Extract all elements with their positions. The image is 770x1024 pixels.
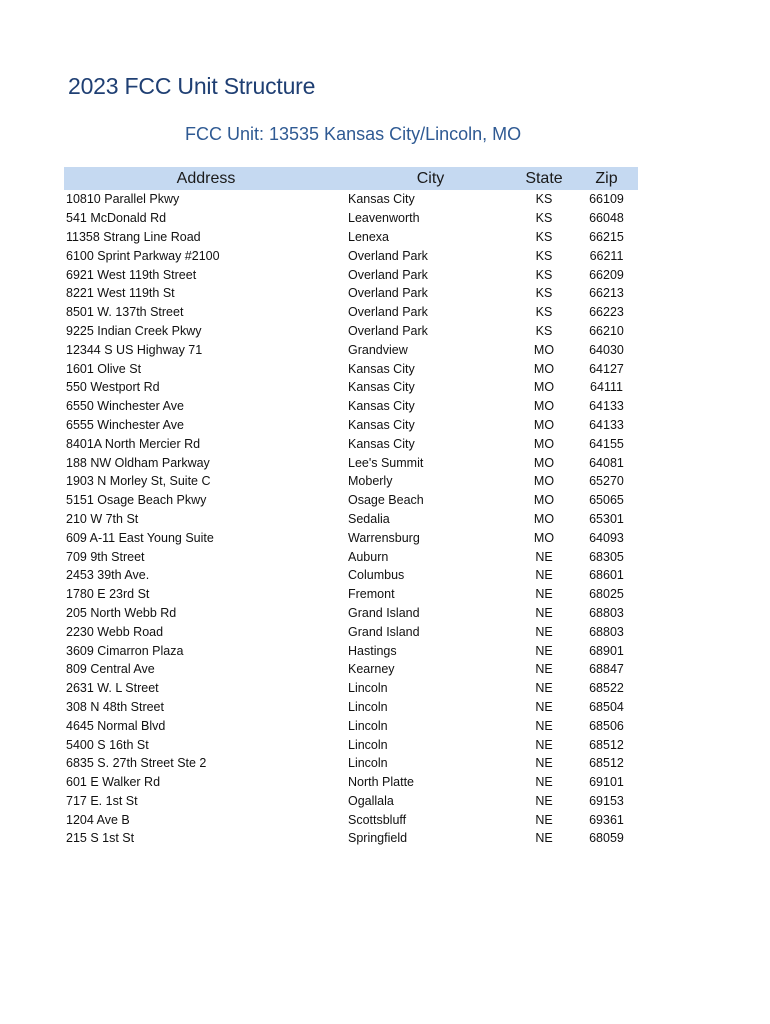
cell-state: KS: [535, 286, 553, 301]
cell-city: Overland Park: [348, 305, 428, 320]
cell-state: KS: [535, 323, 553, 338]
cell-state: NE: [535, 699, 553, 714]
cell-address: 8401A North Mercier Rd: [66, 436, 201, 451]
cell-address: 550 Westport Rd: [66, 380, 160, 395]
cell-address: 12344 S US Highway 71: [66, 342, 203, 357]
table-row: [64, 209, 638, 228]
cell-city: Lincoln: [348, 699, 388, 714]
cell-city: Hastings: [348, 643, 397, 658]
table-row: [64, 604, 638, 623]
cell-address: 1601 Olive St: [66, 361, 142, 376]
table-row: [64, 322, 638, 341]
cell-zip: 64127: [589, 361, 624, 376]
table-row: [64, 566, 638, 585]
cell-city: Osage Beach: [348, 493, 424, 508]
cell-state: MO: [533, 493, 555, 508]
cell-state: MO: [533, 436, 555, 451]
cell-state: NE: [535, 737, 553, 752]
cell-address: 2631 W. L Street: [66, 681, 159, 696]
cell-city: Sedalia: [348, 511, 390, 526]
table-body: [64, 190, 638, 848]
cell-address: 717 E. 1st St: [66, 793, 138, 808]
cell-city: Springfield: [348, 831, 408, 846]
table-header: [64, 167, 638, 190]
cell-address: 5400 S 16th St: [66, 737, 149, 752]
cell-city: Grandview: [348, 342, 408, 357]
cell-city: Kansas City: [348, 192, 415, 207]
table-row: [64, 735, 638, 754]
cell-address: 9225 Indian Creek Pkwy: [66, 323, 202, 338]
cell-city: Columbus: [348, 568, 405, 583]
cell-zip: 68059: [589, 831, 624, 846]
cell-zip: 66213: [589, 286, 624, 301]
table-row: [64, 679, 638, 698]
table-row: [64, 622, 638, 641]
table-row: [64, 228, 638, 247]
cell-address: 6555 Winchester Ave: [66, 417, 184, 432]
cell-address: 205 North Webb Rd: [66, 605, 177, 620]
table-row: [64, 510, 638, 529]
cell-city: Scottsbluff: [348, 812, 407, 827]
cell-zip: 64133: [589, 417, 624, 432]
cell-state: NE: [535, 812, 553, 827]
cell-state: NE: [535, 793, 553, 808]
cell-state: NE: [535, 549, 553, 564]
cell-address: 1780 E 23rd St: [66, 587, 150, 602]
table-row: [64, 698, 638, 717]
cell-state: NE: [535, 831, 553, 846]
cell-address: 4645 Normal Blvd: [66, 718, 166, 733]
cell-state: MO: [533, 511, 555, 526]
cell-address: 601 E Walker Rd: [66, 775, 161, 790]
cell-address: 2230 Webb Road: [66, 624, 164, 639]
cell-zip: 64030: [589, 342, 624, 357]
cell-state: NE: [535, 643, 553, 658]
cell-city: Auburn: [348, 549, 389, 564]
cell-city: Kearney: [348, 662, 395, 677]
cell-city: Ogallala: [348, 793, 394, 808]
cell-city: Grand Island: [348, 605, 420, 620]
page-title: 2023 FCC Unit Structure: [68, 73, 316, 99]
cell-address: 809 Central Ave: [66, 662, 155, 677]
cell-zip: 68512: [589, 756, 624, 771]
cell-address: 709 9th Street: [66, 549, 145, 564]
cell-zip: 69361: [589, 812, 624, 827]
table-row: [64, 303, 638, 322]
cell-address: 5151 Osage Beach Pkwy: [66, 493, 207, 508]
cell-state: MO: [533, 474, 555, 489]
header-state: State: [525, 169, 563, 187]
cell-state: NE: [535, 624, 553, 639]
cell-city: Lee's Summit: [348, 455, 424, 470]
table-row: [64, 416, 638, 435]
cell-state: KS: [535, 229, 553, 244]
cell-address: 541 McDonald Rd: [66, 211, 167, 226]
cell-address: 1903 N Morley St, Suite C: [66, 474, 211, 489]
cell-city: Overland Park: [348, 267, 428, 282]
cell-state: NE: [535, 681, 553, 696]
cell-zip: 64155: [589, 436, 624, 451]
cell-zip: 64133: [589, 399, 624, 414]
cell-address: 8501 W. 137th Street: [66, 305, 184, 320]
cell-city: Kansas City: [348, 417, 415, 432]
cell-zip: 68803: [589, 605, 624, 620]
table-row: [64, 641, 638, 660]
cell-zip: 66209: [589, 267, 624, 282]
table-row: [64, 773, 638, 792]
table-row: [64, 340, 638, 359]
cell-zip: 68522: [589, 681, 624, 696]
cell-city: North Platte: [348, 775, 415, 790]
cell-zip: 69153: [589, 793, 624, 808]
table-row: [64, 829, 638, 848]
cell-city: Lincoln: [348, 681, 388, 696]
cell-zip: 65301: [589, 511, 624, 526]
cell-zip: 68504: [589, 699, 624, 714]
cell-zip: 68512: [589, 737, 624, 752]
cell-state: MO: [533, 342, 555, 357]
cell-address: 609 A-11 East Young Suite: [66, 530, 214, 545]
locations-table: [64, 167, 638, 848]
table-row: [64, 190, 638, 209]
cell-city: Overland Park: [348, 248, 428, 263]
table-row: [64, 528, 638, 547]
table-row: [64, 453, 638, 472]
cell-zip: 68506: [589, 718, 624, 733]
table-row: [64, 472, 638, 491]
cell-state: MO: [533, 399, 555, 414]
table-row: [64, 397, 638, 416]
cell-zip: 66109: [589, 192, 624, 207]
cell-zip: 66215: [589, 229, 624, 244]
cell-zip: 64093: [589, 530, 624, 545]
cell-zip: 64081: [589, 455, 624, 470]
cell-state: NE: [535, 775, 553, 790]
cell-state: NE: [535, 718, 553, 733]
cell-address: 6835 S. 27th Street Ste 2: [66, 756, 207, 771]
cell-state: NE: [535, 587, 553, 602]
cell-city: Fremont: [348, 587, 395, 602]
cell-state: NE: [535, 605, 553, 620]
table-row: [64, 810, 638, 829]
header-address: Address: [176, 169, 236, 187]
cell-state: KS: [535, 305, 553, 320]
header-city: City: [416, 169, 445, 187]
table-row: [64, 754, 638, 773]
cell-city: Grand Island: [348, 624, 420, 639]
cell-state: MO: [533, 530, 555, 545]
cell-address: 6100 Sprint Parkway #2100: [66, 248, 220, 263]
cell-address: 308 N 48th Street: [66, 699, 164, 714]
page-subtitle: FCC Unit: 13535 Kansas City/Lincoln, MO: [185, 124, 522, 144]
cell-zip: 66048: [589, 211, 624, 226]
table-row: [64, 660, 638, 679]
cell-address: 188 NW Oldham Parkway: [66, 455, 210, 470]
cell-state: KS: [535, 248, 553, 263]
cell-city: Warrensburg: [348, 530, 420, 545]
table-row: [64, 547, 638, 566]
cell-city: Lenexa: [348, 229, 390, 244]
cell-state: NE: [535, 662, 553, 677]
cell-zip: 66210: [589, 323, 624, 338]
cell-zip: 69101: [589, 775, 624, 790]
cell-city: Kansas City: [348, 380, 415, 395]
cell-state: MO: [533, 380, 555, 395]
cell-zip: 68803: [589, 624, 624, 639]
cell-state: MO: [533, 417, 555, 432]
cell-city: Lincoln: [348, 737, 388, 752]
table-row: [64, 491, 638, 510]
cell-zip: 66223: [589, 305, 624, 320]
cell-state: NE: [535, 568, 553, 583]
table-row: [64, 246, 638, 265]
cell-city: Kansas City: [348, 361, 415, 376]
cell-state: KS: [535, 267, 553, 282]
cell-city: Kansas City: [348, 399, 415, 414]
cell-state: MO: [533, 361, 555, 376]
cell-city: Overland Park: [348, 286, 428, 301]
cell-zip: 68305: [589, 549, 624, 564]
cell-city: Lincoln: [348, 718, 388, 733]
cell-state: MO: [533, 455, 555, 470]
cell-city: Overland Park: [348, 323, 428, 338]
table-row: [64, 792, 638, 811]
cell-city: Lincoln: [348, 756, 388, 771]
table-row: [64, 378, 638, 397]
table-row: [64, 265, 638, 284]
header-zip: Zip: [595, 169, 618, 187]
cell-city: Leavenworth: [348, 211, 420, 226]
table-row: [64, 284, 638, 303]
cell-zip: 65065: [589, 493, 624, 508]
cell-address: 2453 39th Ave.: [66, 568, 150, 583]
cell-city: Kansas City: [348, 436, 415, 451]
cell-address: 3609 Cimarron Plaza: [66, 643, 184, 658]
table-row: [64, 434, 638, 453]
cell-zip: 64111: [590, 380, 623, 395]
cell-zip: 68025: [589, 587, 624, 602]
cell-zip: 66211: [589, 248, 624, 263]
cell-zip: 68901: [589, 643, 624, 658]
table-row: [64, 716, 638, 735]
cell-state: NE: [535, 756, 553, 771]
cell-zip: 65270: [589, 474, 624, 489]
cell-zip: 68847: [589, 662, 624, 677]
cell-state: KS: [535, 192, 553, 207]
cell-address: 215 S 1st St: [66, 831, 135, 846]
cell-address: 6921 West 119th Street: [66, 267, 197, 282]
table-row: [64, 585, 638, 604]
cell-address: 1204 Ave B: [66, 812, 130, 827]
cell-address: 210 W 7th St: [66, 511, 139, 526]
table-row: [64, 359, 638, 378]
cell-city: Moberly: [348, 474, 393, 489]
cell-address: 6550 Winchester Ave: [66, 399, 184, 414]
cell-state: KS: [535, 211, 553, 226]
cell-address: 8221 West 119th St: [66, 286, 175, 301]
cell-address: 11358 Strang Line Road: [66, 229, 201, 244]
cell-zip: 68601: [589, 568, 624, 583]
cell-address: 10810 Parallel Pkwy: [66, 192, 180, 207]
